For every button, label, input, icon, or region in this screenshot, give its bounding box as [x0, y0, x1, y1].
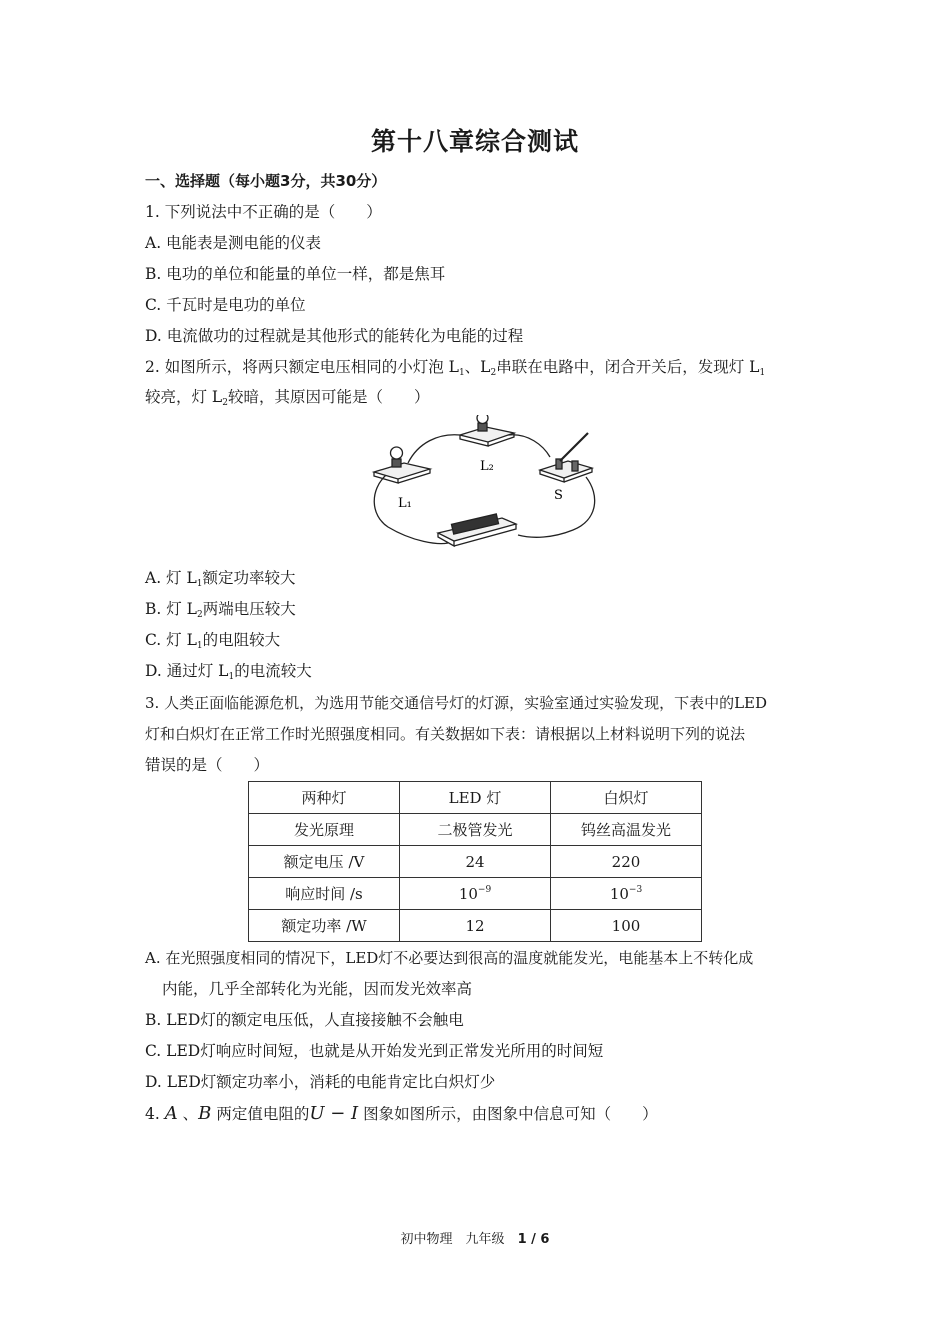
table-row — [249, 878, 702, 910]
inc-response-exp: −3 — [628, 884, 643, 895]
l1-socket — [392, 459, 401, 467]
q3-option-a-line1: A. 在光照强度相同的情况下，LED灯不必要达到很高的温度就能发光，电能基本上不转化成 — [145, 949, 754, 967]
wire-l1-l2 — [408, 435, 460, 463]
led-response-exp: −9 — [477, 884, 492, 895]
table-cell: 白炽灯 — [551, 782, 702, 814]
q3-stem-line3: 错误的是（ ） — [145, 756, 270, 774]
table-cell — [551, 878, 702, 910]
page-title: 第十八章综合测试 — [370, 127, 579, 156]
q2-stem-line2 — [145, 387, 429, 413]
q2-stem-part2: 、L — [464, 358, 491, 376]
q2-option-b-post: 两端电压较大 — [202, 600, 296, 618]
q4-expr: U − I — [309, 1103, 359, 1124]
q2-sub-1b: 1 — [759, 368, 766, 378]
table-cell: 220 — [551, 846, 702, 878]
q3-stem-line2: 灯和白炽灯在正常工作时光照强度相同。有关数据如下表：请根据以上材料说明下列的说法 — [145, 725, 746, 743]
l2-bulb — [477, 415, 488, 424]
footer-page-number: 1 / 6 — [517, 1232, 550, 1247]
q2-option-b-sub: 2 — [196, 610, 203, 620]
q4-sep: 、 — [177, 1105, 199, 1123]
l1-base — [374, 463, 430, 479]
table-cell: 24 — [400, 846, 551, 878]
wire-l2-switch — [508, 435, 550, 457]
table-cell: 额定电压 /V — [249, 846, 400, 878]
q4-var-b: B — [198, 1103, 212, 1124]
q1-option-a: A. 电能表是测电能的仪表 — [145, 234, 322, 252]
q2-option-c-post: 的电阻较大 — [202, 631, 281, 649]
q2-option-a-pre: A. 灯 L — [145, 569, 197, 587]
q1-stem: 1. 下列说法中不正确的是（ ） — [145, 203, 382, 221]
q1-option-d: D. 电流做功的过程就是其他形式的能转化为电能的过程 — [145, 327, 524, 345]
table-row — [249, 814, 702, 846]
q3-option-d: D. LED灯额定功率小，消耗的电能肯定比白炽灯少 — [145, 1073, 496, 1091]
table-cell: 两种灯 — [249, 782, 400, 814]
fig-label-l1: L₁ — [398, 496, 412, 511]
q2-sub-2b: 2 — [222, 398, 228, 408]
q2-sub-2: 2 — [490, 368, 497, 378]
l2-socket — [478, 423, 487, 431]
section-heading: 一、选择题（每小题3分，共30分） — [145, 172, 387, 190]
table-cell: 额定功率 /W — [249, 910, 400, 942]
inc-response-base: 10 — [609, 884, 629, 903]
page-footer — [0, 1228, 950, 1247]
q4-var-a: A — [164, 1103, 178, 1124]
table-cell: 发光原理 — [249, 814, 400, 846]
table-row — [249, 910, 702, 942]
q2-stem-part1: 2. 如图所示，将两只额定电压相同的小灯泡 L — [145, 358, 459, 376]
q2-option-a-post: 额定功率较大 — [202, 569, 296, 587]
table-cell: 100 — [551, 910, 702, 942]
l1-bulb — [391, 447, 403, 459]
q3-option-a-line2: 内能，几乎全部转化为光能，因而发光效率高 — [162, 980, 473, 998]
q2-option-d-post: 的电流较大 — [234, 662, 312, 680]
q2-option-c-sub: 1 — [196, 641, 203, 651]
q4-number: 4. — [145, 1105, 165, 1123]
q3-option-b: B. LED灯的额定电压低，人直接接触不会触电 — [145, 1011, 464, 1029]
circuit-diagram — [368, 415, 604, 550]
q2-option-b-pre: B. 灯 L — [145, 600, 197, 618]
q2-option-a-sub: 1 — [196, 579, 203, 589]
q2-stem-part4: 较亮，灯 L — [145, 388, 223, 406]
switch-lever — [560, 433, 588, 461]
q2-option-c — [145, 630, 280, 656]
q1-option-b: B. 电功的单位和能量的单位一样，都是焦耳 — [145, 265, 446, 283]
q4-stem — [145, 1104, 658, 1124]
q4-text-2: 图象如图所示，由图象中信息可知（ ） — [358, 1105, 658, 1123]
q3-stem-line1: 3. 人类正面临能源危机，为选用节能交通信号灯的灯源，实验室通过实验发现，下表中的LED — [145, 694, 768, 712]
fig-label-s: S — [554, 488, 563, 503]
q2-stem-part3: 串联在电路中，闭合开关后，发现灯 L — [496, 358, 760, 376]
fig-label-l2: L₂ — [480, 459, 494, 474]
table-cell: 12 — [400, 910, 551, 942]
switch-post-right — [572, 461, 578, 471]
q2-option-d — [145, 661, 312, 687]
table-cell: 二极管发光 — [400, 814, 551, 846]
table-cell: 钨丝高温发光 — [551, 814, 702, 846]
wire-switch-bottom — [518, 477, 595, 537]
q2-option-d-sub: 1 — [228, 672, 235, 682]
led-response-base: 10 — [458, 884, 478, 903]
table-row — [249, 846, 702, 878]
q2-option-b — [145, 599, 296, 625]
table-cell — [400, 878, 551, 910]
q3-option-c: C. LED灯响应时间短，也就是从开始发光到正常发光所用的时间短 — [145, 1042, 604, 1060]
table-row — [249, 782, 702, 814]
table-cell: LED 灯 — [400, 782, 551, 814]
q2-stem-line1 — [145, 357, 765, 383]
comparison-table — [248, 781, 702, 942]
q1-option-c: C. 千瓦时是电功的单位 — [145, 296, 306, 314]
q2-option-d-pre: D. 通过灯 L — [145, 662, 229, 680]
q2-option-a — [145, 568, 296, 594]
table-cell: 响应时间 /s — [249, 878, 400, 910]
footer-text: 初中物理 九年级 — [400, 1232, 518, 1247]
q4-text-1: 两定值电阻的 — [211, 1105, 310, 1123]
q2-stem-part5: 较暗，其原因可能是（ ） — [227, 388, 430, 406]
q2-option-c-pre: C. 灯 L — [145, 631, 197, 649]
q2-sub-1: 1 — [458, 368, 465, 378]
